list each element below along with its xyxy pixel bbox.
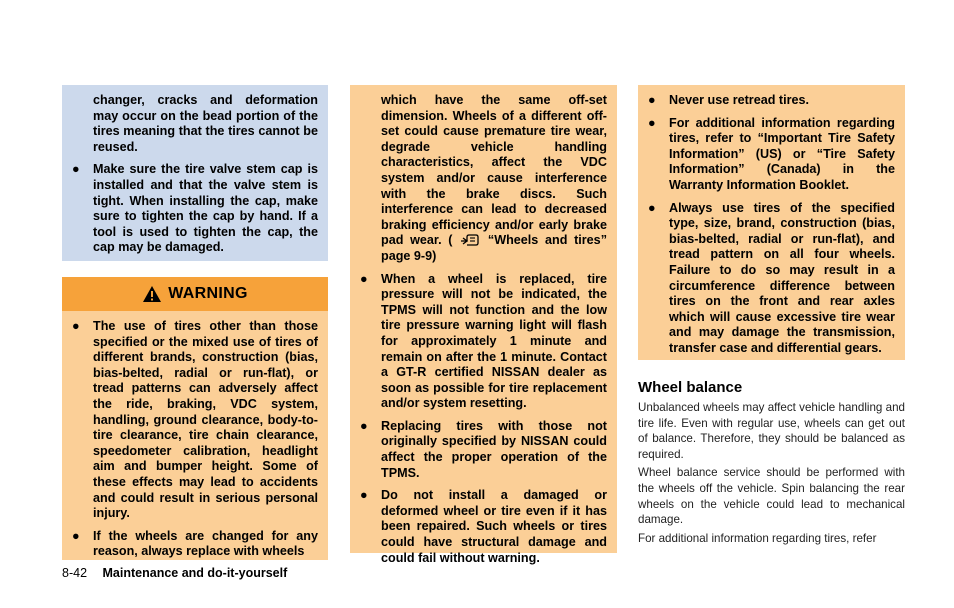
bullet-icon: ● xyxy=(648,200,656,215)
warning-header xyxy=(62,277,328,311)
warning-item xyxy=(62,529,318,560)
bullet-icon: ● xyxy=(72,528,80,543)
warning-body xyxy=(62,311,328,560)
note-item xyxy=(62,162,318,256)
warning-item-text: For additional information regarding tires, refer to “Important Tire Safety Information” (US) or “Tire Safety Information” (Canada) in the Warranty Information Booklet. xyxy=(669,115,895,192)
bullet-icon: ● xyxy=(360,418,368,433)
bullet-icon: ● xyxy=(648,93,656,107)
page-reference-icon xyxy=(459,233,481,247)
warning-item xyxy=(62,319,318,522)
warning-item-text: Replacing tires with those not originally specified by NISSAN could affect the proper operation of the TPMS. xyxy=(381,418,607,480)
warning-item-text: The use of tires other than those specified or the mixed use of tires of different brands, construction (bias, bias-belted, radial or run-flat), or tread patterns can adversely affect the ride, braking, VDC system, handling, ground clearance, body-to-tire clearance, tire chain clearance, speedometer calibration, headlight aim and bumper height. Some of these effects may lead to accidents and could result in serious personal injury. xyxy=(93,319,318,521)
note-continued-text: changer, cracks and deformation may occur on the bead portion of the tires meaning that the tires cannot be reused. xyxy=(93,93,318,154)
paragraph: Wheel balance service should be performed with the wheels off the vehicle. Spin balancing the rear wheels on the vehicle could lead to mechanical damage. xyxy=(638,466,905,527)
warning-continued-text xyxy=(350,93,607,265)
note-box xyxy=(62,85,328,261)
warning-item xyxy=(350,272,607,412)
warning-item-text: Always use tires of the specified type, size, brand, construction (bias, bias-belted, radial or run-flat), and tread pattern on all four wheels. Failure to do so may result in a circumference difference between tires on the front and rear axles which will cause excessive tire wear and may damage the transmission, transfer case and differential gears. xyxy=(669,200,895,355)
warning-item xyxy=(350,488,607,566)
warning-title: WARNING xyxy=(168,285,248,302)
warning-item-text: When a wheel is replaced, tire pressure will not be indicated, the TPMS will not function and the low tire pressure warning light will flash for approximately 1 minute and remain on after the 1 minute. Contact a GT-R certified NISSAN dealer as soon as possible for tire replacement and/or system resetting. xyxy=(381,271,607,411)
page-number: 8-42 xyxy=(62,566,88,580)
continued-text: which have the same off-set dimension. Wheels of a different off-set could cause premature tire wear, degrade vehicle handling characteristics, affect the VDC system and/or cause interference with the brake discs. Such interference can lead to decreased braking efficiency and/or early brake pad wear. ( xyxy=(381,93,607,248)
page-reference-link[interactable]: “Wheels and tires” page 9-9) xyxy=(381,233,607,263)
note-item-text: Make sure the tire valve stem cap is installed and that the valve stem is tight. When installing the cap, make sure to tighten the cap by hand. If a tool is used to tighten the cap, the cap may be damaged. xyxy=(93,162,318,255)
warning-continued-box-2 xyxy=(638,85,905,360)
page-footer xyxy=(62,566,287,580)
warning-continued-box xyxy=(350,85,617,565)
paragraph: For additional information regarding tires, refer xyxy=(638,531,877,545)
section-body xyxy=(638,400,905,549)
warning-item-text: Do not install a damaged or deformed wheel or tire even if it has been repaired. Such wheels or tires could have structural damage and could fail without warning. xyxy=(381,488,607,565)
warning-item-text: If the wheels are changed for any reason, always replace with wheels xyxy=(93,528,318,559)
warning-triangle-icon xyxy=(142,285,162,303)
bullet-icon: ● xyxy=(72,319,80,333)
warning-item xyxy=(638,116,895,194)
bullet-icon: ● xyxy=(360,488,368,503)
warning-item xyxy=(638,93,895,109)
section-heading: Wheel balance xyxy=(638,379,743,396)
warning-item xyxy=(638,201,895,357)
warning-box xyxy=(62,277,328,560)
warning-item-text: Never use retread tires. xyxy=(669,93,810,107)
bullet-icon: ● xyxy=(360,271,368,286)
paragraph: Unbalanced wheels may affect vehicle handling and tire life. Even with regular use, wheels can get out of balance. Therefore, they should be balanced as required. xyxy=(638,401,905,461)
chapter-title: Maintenance and do-it-yourself xyxy=(102,566,288,580)
bullet-icon: ● xyxy=(648,115,656,130)
bullet-icon: ● xyxy=(72,162,80,177)
warning-item xyxy=(350,419,607,481)
